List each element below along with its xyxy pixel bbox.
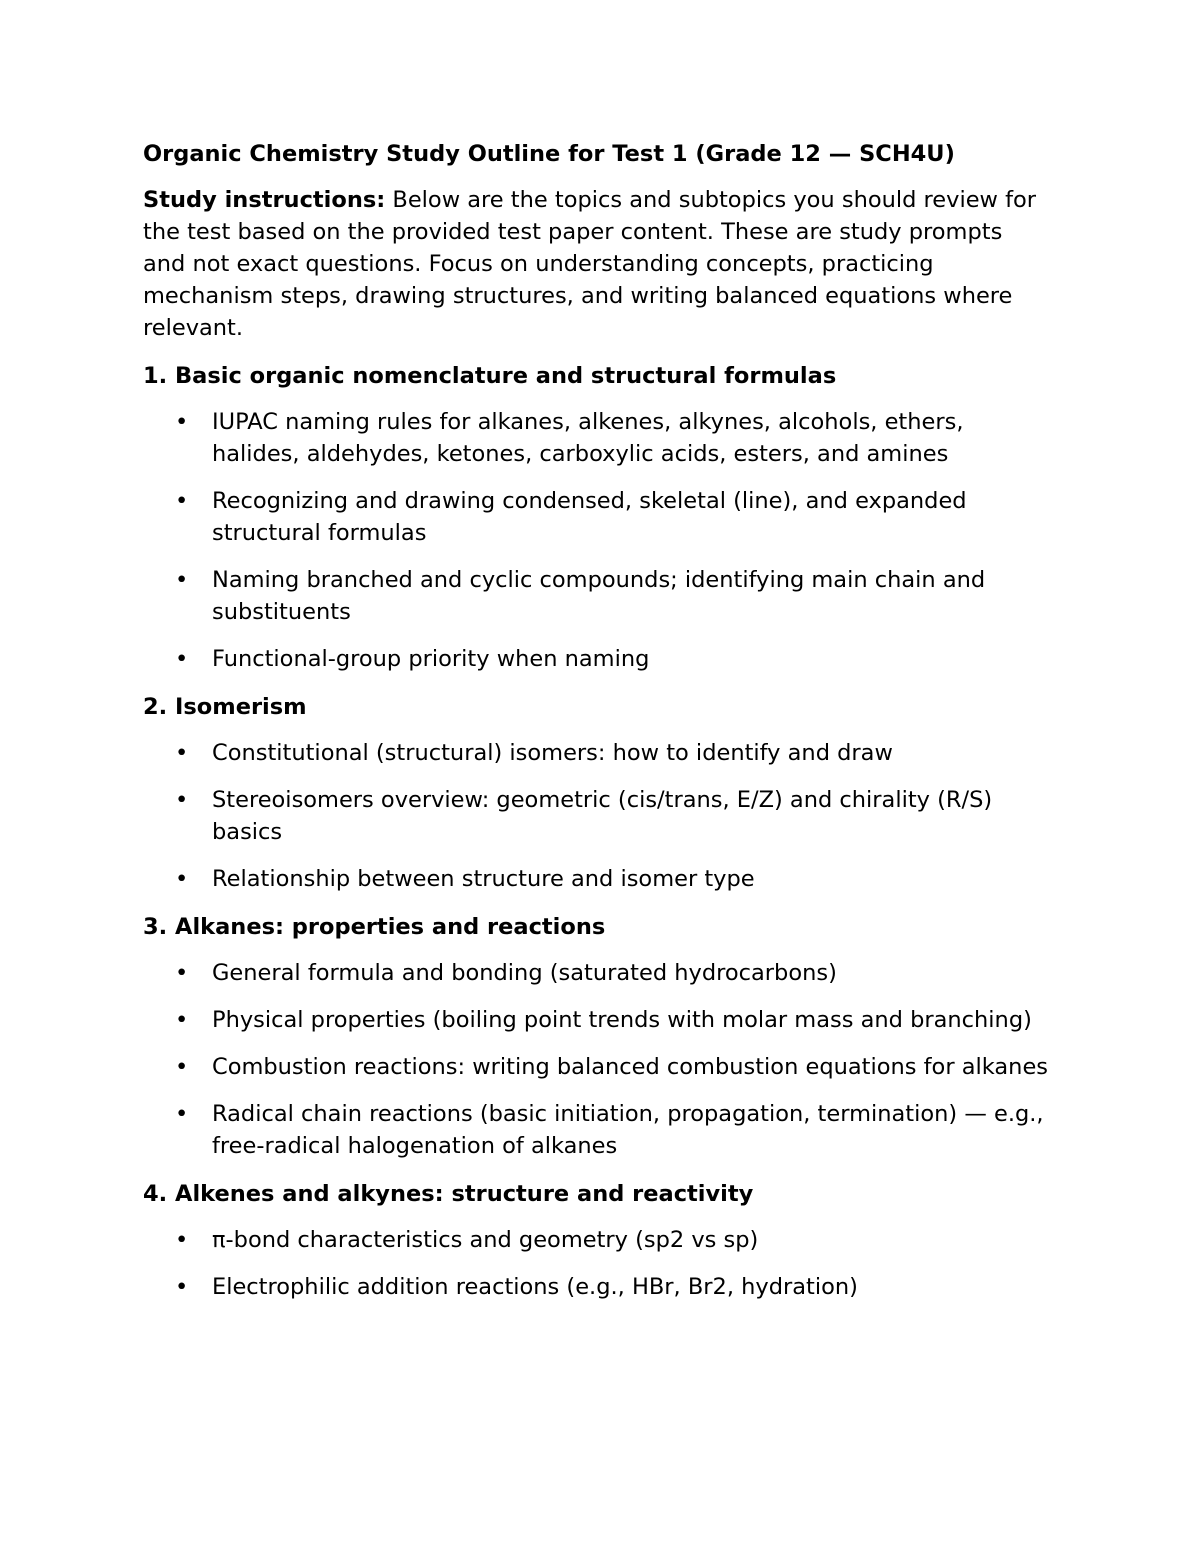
list-item-text: Naming branched and cyclic compounds; identifying main chain and substituents: [212, 567, 986, 625]
list-item: [143, 1224, 1048, 1256]
list-item: [143, 737, 1048, 769]
section-heading-alkanes: 3. Alkanes: properties and reactions: [143, 914, 606, 940]
bullet-icon: •: [175, 960, 189, 986]
list-item-text: Functional-group priority when naming: [212, 646, 650, 672]
bullet-icon: •: [175, 866, 189, 892]
bullet-icon: •: [175, 409, 189, 435]
study-instructions-text: Below are the topics and subtopics you should review for the test based on the provided test paper content. These are study prompts and not exact questions. Focus on understanding concepts, practicing mechanism steps, drawing structures, and writing balanced equations where relevant.: [143, 187, 1037, 341]
bullet-icon: •: [175, 1101, 189, 1127]
section-heading-nomenclature: 1. Basic organic nomenclature and structural formulas: [143, 363, 837, 389]
section-list-nomenclature: [143, 406, 1048, 675]
document-title: Organic Chemistry Study Outline for Test 1 (Grade 12 — SCH4U): [143, 141, 955, 167]
study-instructions-label: Study instructions:: [143, 187, 386, 213]
list-item-text: Combustion reactions: writing balanced combustion equations for alkanes: [212, 1054, 1049, 1080]
bullet-icon: •: [175, 1274, 189, 1300]
list-item: [143, 1004, 1048, 1036]
bullet-icon: •: [175, 646, 189, 672]
study-instructions: [143, 184, 1048, 344]
list-item: [143, 643, 1048, 675]
bullet-icon: •: [175, 488, 189, 514]
bullet-icon: •: [175, 1007, 189, 1033]
list-item: [143, 1271, 1048, 1303]
list-item-text: Radical chain reactions (basic initiation, propagation, termination) — e.g., free-radical halogenation of alkanes: [212, 1101, 1044, 1159]
bullet-icon: •: [175, 740, 189, 766]
list-item-text: π-bond characteristics and geometry (sp2 vs sp): [212, 1227, 759, 1253]
list-item: [143, 863, 1048, 895]
list-item: [143, 784, 1048, 848]
section-heading-alkenes-alkynes: 4. Alkenes and alkynes: structure and reactivity: [143, 1181, 754, 1207]
bullet-icon: •: [175, 1054, 189, 1080]
list-item-text: Relationship between structure and isomer type: [212, 866, 755, 892]
document-page: [143, 138, 1048, 1319]
list-item-text: Recognizing and drawing condensed, skeletal (line), and expanded structural formulas: [212, 488, 967, 546]
bullet-icon: •: [175, 1227, 189, 1253]
list-item-text: Physical properties (boiling point trends with molar mass and branching): [212, 1007, 1032, 1033]
section-list-alkanes: [143, 957, 1048, 1162]
section-heading-isomerism: 2. Isomerism: [143, 694, 307, 720]
list-item: [143, 406, 1048, 470]
list-item: [143, 1051, 1048, 1083]
bullet-icon: •: [175, 567, 189, 593]
list-item: [143, 485, 1048, 549]
list-item-text: Electrophilic addition reactions (e.g., HBr, Br2, hydration): [212, 1274, 858, 1300]
list-item-text: Constitutional (structural) isomers: how to identify and draw: [212, 740, 893, 766]
section-list-isomerism: [143, 737, 1048, 895]
list-item-text: Stereoisomers overview: geometric (cis/trans, E/Z) and chirality (R/S) basics: [212, 787, 993, 845]
list-item-text: IUPAC naming rules for alkanes, alkenes, alkynes, alcohols, ethers, halides, aldehydes, ketones, carboxylic acids, esters, and amines: [212, 409, 964, 467]
section-list-alkenes-alkynes: [143, 1224, 1048, 1303]
bullet-icon: •: [175, 787, 189, 813]
list-item: [143, 1098, 1048, 1162]
list-item-text: General formula and bonding (saturated hydrocarbons): [212, 960, 837, 986]
list-item: [143, 957, 1048, 989]
list-item: [143, 564, 1048, 628]
